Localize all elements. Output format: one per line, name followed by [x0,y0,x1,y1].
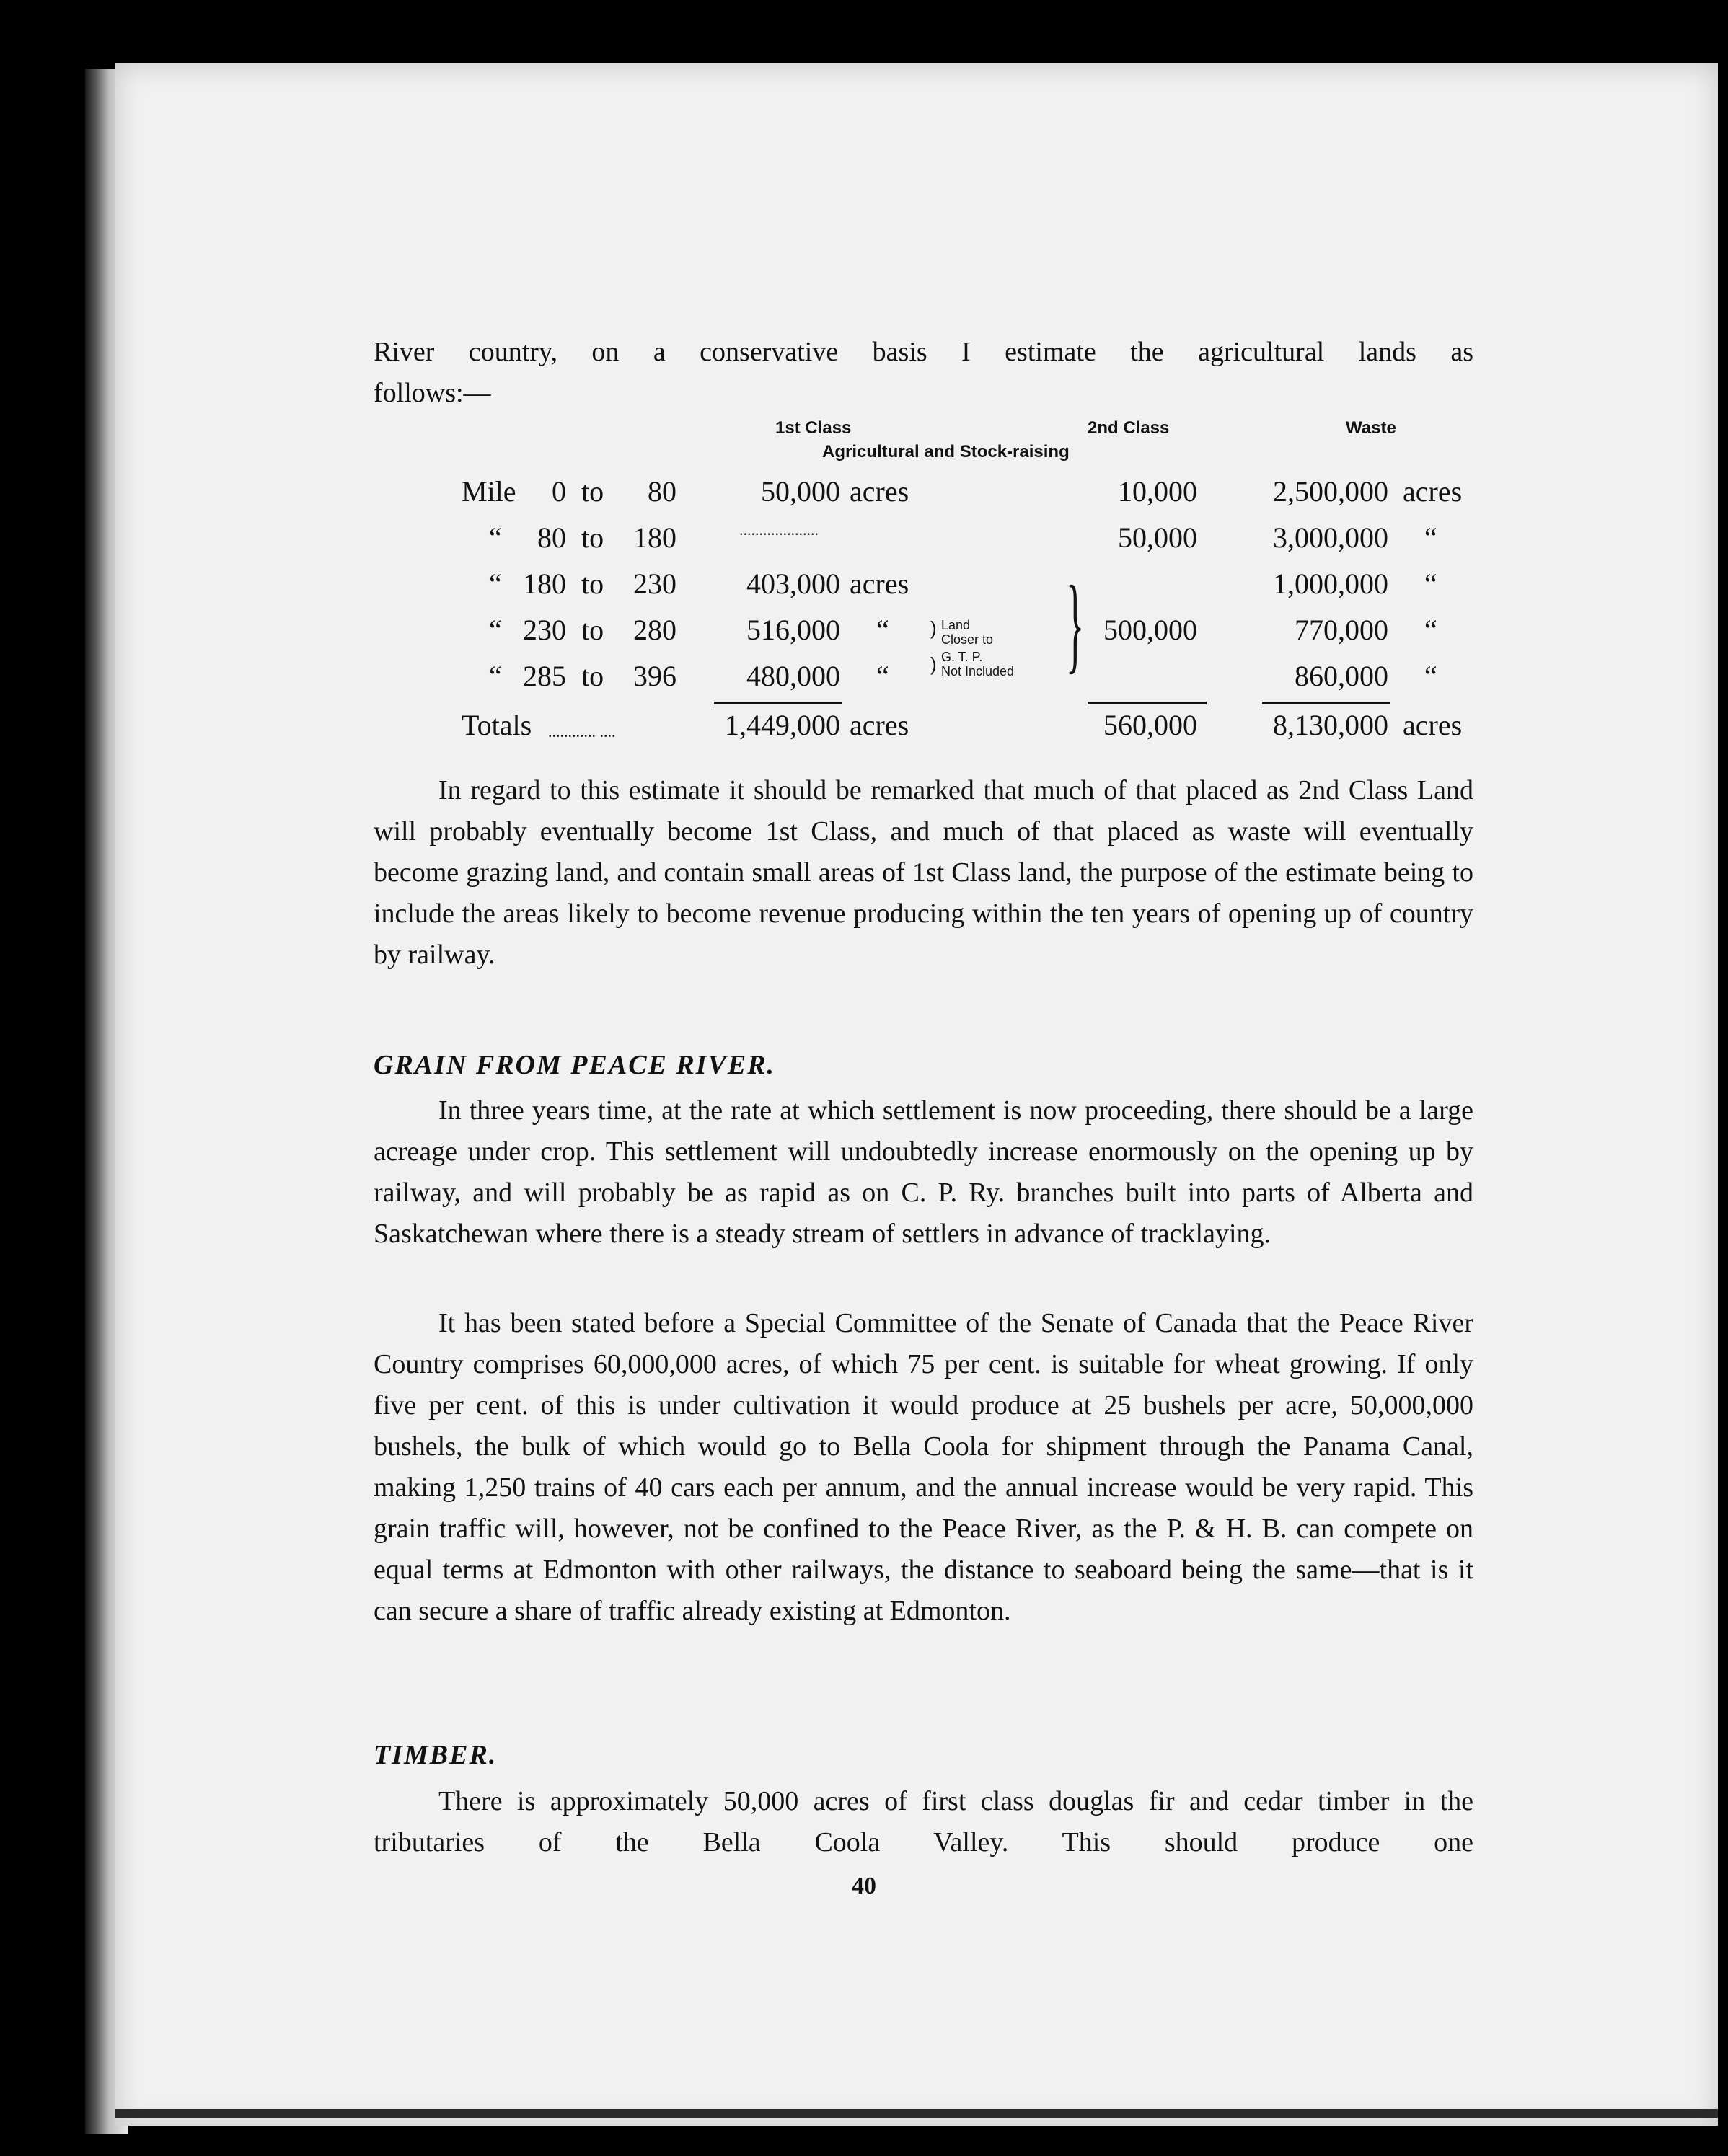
row-from: 80 [537,521,566,554]
note-line-2: Closer to [941,632,994,647]
row-to: 180 [633,521,676,554]
sum-rule-first-class [714,702,842,704]
row-second-class: 50,000 [1118,521,1197,554]
totals-waste: 8,130,000 [1273,709,1388,741]
table-row [0,521,1728,564]
intro-line-1: River country, on a conservative basis I estimate the agricultural lands as [374,337,1473,367]
row-first-unit: “ [876,660,889,692]
note-brace-open-lower: ) [930,653,937,675]
row-mark: Mile [462,475,516,508]
table-row [0,567,1728,610]
row-waste-unit: “ [1424,660,1437,692]
paragraph-estimate-remark [374,770,1473,976]
row-to-word: to [581,475,604,508]
totals-row [0,708,1728,751]
row-waste: 860,000 [1295,660,1388,692]
row-waste: 3,000,000 [1273,521,1388,554]
row-first-unit: “ [876,614,889,646]
row-second-class: 10,000 [1118,475,1197,508]
intro-text [374,332,1473,414]
table-row [0,613,1728,656]
totals-label: Totals [462,709,532,741]
row-waste: 2,500,000 [1273,475,1388,508]
row-second-class: 500,000 [1103,614,1197,646]
row-from: 285 [523,660,566,692]
note-line-1: Land [941,618,971,632]
row-from: 180 [523,567,566,600]
row-waste-unit: acres [1403,475,1463,508]
paragraph-text: In three years time, at the rate at which settlement is now proceeding, there should be a large acreage under crop. This settlement will undoubtedly increase enormously on the opening up by railway, and will probably be as rapid as on C. P. Ry. branches built into parts of Alberta and Saskatchewan where there is a steady stream of settlers in advance of tracklaying. [374,1095,1473,1249]
note-line-3: G. T. P. [941,650,983,664]
row-from: 0 [552,475,566,508]
row-to-word: to [581,567,604,600]
paragraph-text: In regard to this estimate it should be remarked that much of that placed as 2nd Class Land will probably eventually become 1st Class, and much of that placed as waste will eventually become grazing land, and contain small areas of 1st Class land, the purpose of the estimate being to include the areas likely to become revenue producing within the ten years of opening up of country by railway. [374,775,1473,970]
row-to: 396 [633,660,676,692]
totals-first-unit: acres [850,709,909,741]
row-waste-unit: “ [1424,521,1437,554]
row-to: 280 [633,614,676,646]
heading-grain: GRAIN FROM PEACE RIVER. [374,1050,776,1080]
row-to-word: to [581,614,604,646]
totals-waste-unit: acres [1403,709,1463,741]
totals-second-class: 560,000 [1103,709,1197,741]
totals-leader: ............ .... [548,723,616,741]
header-first-class: 1st Class [775,418,852,438]
header-waste: Waste [1346,418,1396,438]
paragraph-settlement [374,1090,1473,1255]
row-first-unit: acres [850,567,909,600]
row-mark: “ [489,521,502,554]
row-waste: 1,000,000 [1273,567,1388,600]
row-from: 230 [523,614,566,646]
row-first-class-dots: .................... [739,521,819,539]
row-to: 80 [648,475,676,508]
row-mark: “ [489,567,502,600]
row-first-class: 50,000 [761,475,840,508]
header-agricultural: Agricultural and Stock-raising [822,442,1070,461]
paragraph-senate-committee [374,1303,1473,1632]
intro-line-2: follows:— [374,378,491,408]
row-first-class: 403,000 [746,567,840,600]
row-waste-unit: “ [1424,567,1437,600]
row-first-class: 480,000 [746,660,840,692]
note-brace-open: ) [930,617,937,639]
row-mark: “ [489,614,502,646]
row-waste-unit: “ [1424,614,1437,646]
right-brace: } [1066,564,1085,684]
note-line-4: Not Included [941,664,1015,679]
table-row [0,474,1728,518]
sum-rule-second-class [1088,702,1207,704]
row-first-class: 516,000 [746,614,840,646]
page-bottom-edge [115,2109,1718,2118]
heading-timber: TIMBER. [374,1740,498,1770]
paragraph-text: It has been stated before a Special Committee of the Senate of Canada that the Peace River Country comprises 60,000,000 acres, of which 75 per cent. is suitable for wheat growing. If only five per cent. of this is under cultivation it would produce at 25 bushels per acre, 50,000,000 bushels, the bulk of which would go to Bella Coola for shipment through the Panama Canal, making 1,250 trains of 40 cars each per annum, and the annual increase would be very rapid. This grain traffic will, however, not be confined to the Peace River, as the P. & H. B. can compete on equal terms at Edmonton with other railways, the distance to seaboard being the same—that is it can secure a share of traffic already existing at Edmonton. [374,1308,1473,1626]
totals-first-class: 1,449,000 [725,709,840,741]
sum-rule-waste [1262,702,1390,704]
row-mark: “ [489,660,502,692]
row-to-word: to [581,521,604,554]
paragraph-timber [374,1781,1473,1863]
header-second-class: 2nd Class [1088,418,1170,438]
row-waste: 770,000 [1295,614,1388,646]
page-number: 40 [852,1873,876,1899]
row-to: 230 [633,567,676,600]
row-first-unit: acres [850,475,909,508]
row-to-word: to [581,660,604,692]
paragraph-text: There is approximately 50,000 acres of first class douglas fir and cedar timber in the tributaries of the Bella Coola Valley. This should produce one [374,1786,1473,1857]
